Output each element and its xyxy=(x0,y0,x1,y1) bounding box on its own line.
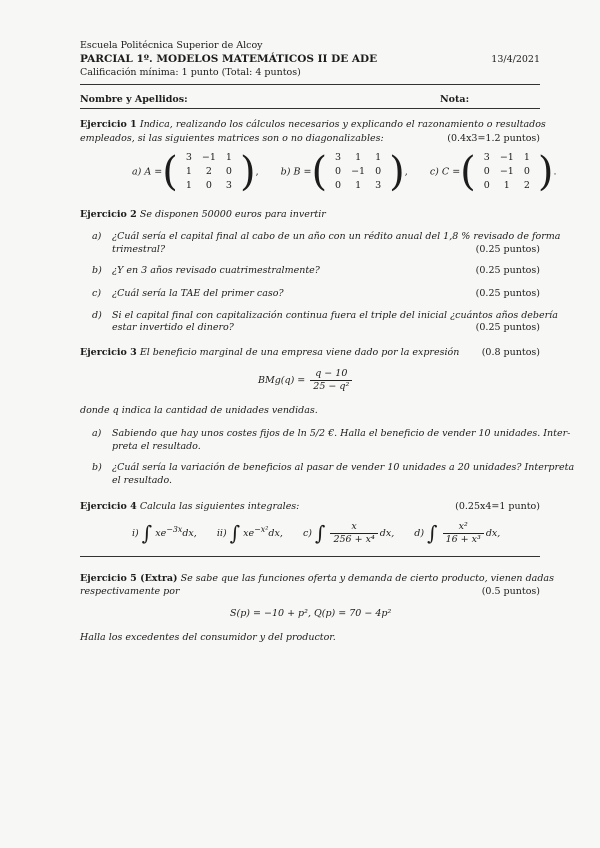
matrix-cell: 0 xyxy=(375,165,382,177)
ex4-ii-exp: −x² xyxy=(254,524,269,534)
matrix-row xyxy=(480,152,534,164)
ex3-formula-den: 25 − q² xyxy=(313,380,350,392)
ex2-item-c-points: (0.25 puntos) xyxy=(475,288,540,299)
matrix-row xyxy=(182,180,236,192)
matrix-row xyxy=(182,152,236,164)
grading-info: Calificación mínima: 1 punto (Total: 4 puntos) xyxy=(80,67,301,78)
ex2-item-b-label: b) xyxy=(92,265,102,276)
matrix-cell: 0 xyxy=(225,165,232,177)
ex4-iv-label: d) xyxy=(414,528,425,539)
ex3-formula-lhs: BMg(q) = xyxy=(258,374,306,386)
name-label: Nombre y Apellidos: xyxy=(80,94,188,105)
ex3-item-a-label: a) xyxy=(92,428,102,439)
ex2-item-b-points: (0.25 puntos) xyxy=(475,265,540,276)
integral-sign-icon: ∫ xyxy=(141,521,153,545)
ex3-item-b-label: b) xyxy=(92,462,102,473)
ex4-i-dx: dx, xyxy=(182,528,197,539)
ex4-iii-fraction xyxy=(330,521,377,546)
ex4-iv-dx: dx, xyxy=(485,528,501,539)
ex4-i-exp: −3x xyxy=(166,524,183,534)
ex2-item-d-line2: estar invertido el dinero? xyxy=(112,322,234,333)
ex2-item-a-points: (0.25 puntos) xyxy=(475,244,540,255)
ex3-formula xyxy=(258,368,354,393)
matrix-row xyxy=(331,166,385,178)
ex3-item-a-line1: Sabiendo que hay unos costes fijos de ln 5/2 €. Halla el beneficio de vender 10 unidades. Inter- xyxy=(112,428,571,439)
integral-sign-icon: ∫ xyxy=(315,521,326,545)
grade-label: Nota: xyxy=(440,94,470,105)
matrix-cell: 1 xyxy=(355,179,362,191)
ex4-points: (0.25x4=1 punto) xyxy=(455,501,540,512)
ex3-where: donde q indica la cantidad de unidades vendidas. xyxy=(80,405,318,416)
matrix-cell: 3 xyxy=(375,179,382,191)
matrix-cell: 0 xyxy=(483,165,490,177)
matrix-c-label: c) C = xyxy=(429,166,461,178)
matrix-cell: 1 xyxy=(185,179,192,191)
ex1-matrices: a) A =( 3 −1 1 1 2 0 1 0 3 ), b) B =( 3 1 1 0 −1 0 0 1 3 ), c) C =( 3 −1 1 0 −1 0 0 1 2 ). xyxy=(132,148,557,195)
matrix-cell: 1 xyxy=(225,152,232,163)
matrix-cell: 2 xyxy=(205,165,212,177)
ex2-item-a-line2: trimestral? xyxy=(112,244,166,255)
ex2-item-b-line1: ¿Y en 3 años revisado cuatrimestralmente? xyxy=(112,265,320,276)
ex4-iv-den: 16 + x³ xyxy=(445,534,481,545)
ex3-formula-fraction xyxy=(310,368,352,393)
name-divider xyxy=(80,108,540,109)
matrix-cell: 3 xyxy=(335,152,342,163)
ex4-i-label: i) xyxy=(132,528,139,539)
ex4-iii-label: c) xyxy=(302,528,312,539)
ex5-text1: Se sabe que las funciones oferta y demanda de cierto producto, vienen dadas xyxy=(180,573,554,584)
ex2-item-d-line1: Si el capital final con capitalización continua fuera el triple del inicial ¿cuántos años debería xyxy=(112,310,558,321)
ex3-item-b-line2: el resultado. xyxy=(112,475,173,486)
matrix-b-label: b) B = xyxy=(280,166,312,178)
ex1-points: (0.4x3=1.2 puntos) xyxy=(447,133,540,144)
ex5-closing: Halla los excedentes del consumidor y del productor. xyxy=(80,632,336,643)
ex4-iii-dx: dx, xyxy=(379,528,395,539)
ex5-line1 xyxy=(80,573,554,585)
ex4-i-expr: xe xyxy=(155,528,167,539)
matrix-row xyxy=(480,166,534,178)
ex5-points: (0.5 puntos) xyxy=(481,586,540,597)
ex2-item-c-label: c) xyxy=(92,288,102,299)
ex5-title: Ejercicio 5 (Extra) xyxy=(80,573,178,584)
ex2-item-d-points: (0.25 puntos) xyxy=(475,322,540,333)
ex5-text2: respectivamente por xyxy=(80,586,180,597)
matrix-cell: 3 xyxy=(225,179,232,191)
ex4-ii-label: ii) xyxy=(216,528,227,539)
matrix-cell: 1 xyxy=(523,152,530,163)
ex4-iii-den: 256 + x⁴ xyxy=(333,534,375,545)
exam-title: PARCIAL 1º. MODELOS MATEMÁTICOS II DE ADE xyxy=(80,53,378,65)
ex3-formula-num: q − 10 xyxy=(310,368,352,381)
header-divider xyxy=(80,84,540,85)
ex3-text: El beneficio marginal de una empresa viene dado por la expresión xyxy=(139,347,460,358)
matrix-cell: 2 xyxy=(523,179,530,191)
ex4-iv-fraction xyxy=(443,521,484,546)
ex1-line1 xyxy=(80,119,546,131)
ex2-header xyxy=(80,209,326,221)
ex2-item-d-label: d) xyxy=(92,310,102,321)
ex3-title: Ejercicio 3 xyxy=(80,347,137,358)
matrix-cell: −1 xyxy=(499,152,514,163)
matrix-row xyxy=(331,152,385,164)
extra-divider xyxy=(80,556,540,557)
matrix-a xyxy=(180,150,238,194)
ex4-integrals xyxy=(132,521,500,546)
matrix-cell: −1 xyxy=(351,165,366,177)
ex3-points: (0.8 puntos) xyxy=(481,347,540,358)
matrix-cell: 3 xyxy=(483,152,490,163)
matrix-cell: 0 xyxy=(335,165,342,177)
matrix-cell: 0 xyxy=(483,179,490,191)
matrix-cell: 1 xyxy=(185,165,192,177)
matrix-row xyxy=(480,180,534,192)
ex5-formula: S(p) = −10 + p², Q(p) = 70 − 4p² xyxy=(230,608,392,619)
ex1-title: Ejercicio 1 xyxy=(80,119,137,130)
ex4-ii-dx: dx, xyxy=(268,528,283,539)
matrix-cell: 0 xyxy=(523,165,530,177)
ex4-text: Calcula las siguientes integrales: xyxy=(139,501,300,512)
ex4-iii-num: x xyxy=(330,521,377,534)
matrix-cell: 1 xyxy=(355,152,362,163)
ex3-header xyxy=(80,347,459,359)
ex3-item-b-line1: ¿Cuál sería la variación de beneficios al pasar de vender 10 unidades a 20 unidades? Interpreta xyxy=(112,462,575,473)
matrix-row xyxy=(331,180,385,192)
ex2-item-c-line1: ¿Cuál sería la TAE del primer caso? xyxy=(112,288,284,299)
ex4-ii-expr: xe xyxy=(243,528,255,539)
integral-sign-icon: ∫ xyxy=(229,521,241,545)
matrix-cell: −1 xyxy=(499,165,514,177)
matrix-b xyxy=(329,150,387,194)
matrix-a-label: a) A = xyxy=(132,166,163,178)
matrix-cell: 1 xyxy=(375,152,382,163)
matrix-cell: 0 xyxy=(205,179,212,191)
ex4-header xyxy=(80,501,299,513)
ex1-text2: empleados, si las siguientes matrices son o no diagonalizables: xyxy=(80,133,384,144)
ex4-iv-num: x² xyxy=(443,521,484,534)
ex1-text1: Indica, realizando los cálculos necesarios y explicando el razonamiento o resultados xyxy=(139,119,546,130)
integral-sign-icon: ∫ xyxy=(427,521,438,545)
ex2-item-a-label: a) xyxy=(92,231,102,242)
school-name: Escuela Politécnica Superior de Alcoy xyxy=(80,40,263,51)
matrix-cell: 0 xyxy=(335,179,342,191)
ex2-intro: Se disponen 50000 euros para invertir xyxy=(139,209,326,220)
exam-date: 13/4/2021 xyxy=(491,54,540,65)
ex2-item-a-line1: ¿Cuál sería el capital final al cabo de un año con un rédito anual del 1,8 % revisado de forma xyxy=(112,231,561,242)
ex2-title: Ejercicio 2 xyxy=(80,209,137,220)
matrix-cell: −1 xyxy=(201,152,216,163)
ex3-item-a-line2: preta el resultado. xyxy=(112,441,201,452)
matrix-cell: 3 xyxy=(185,152,192,163)
ex4-title: Ejercicio 4 xyxy=(80,501,137,512)
matrix-c xyxy=(478,150,536,194)
matrix-row xyxy=(182,166,236,178)
matrix-cell: 1 xyxy=(503,179,510,191)
